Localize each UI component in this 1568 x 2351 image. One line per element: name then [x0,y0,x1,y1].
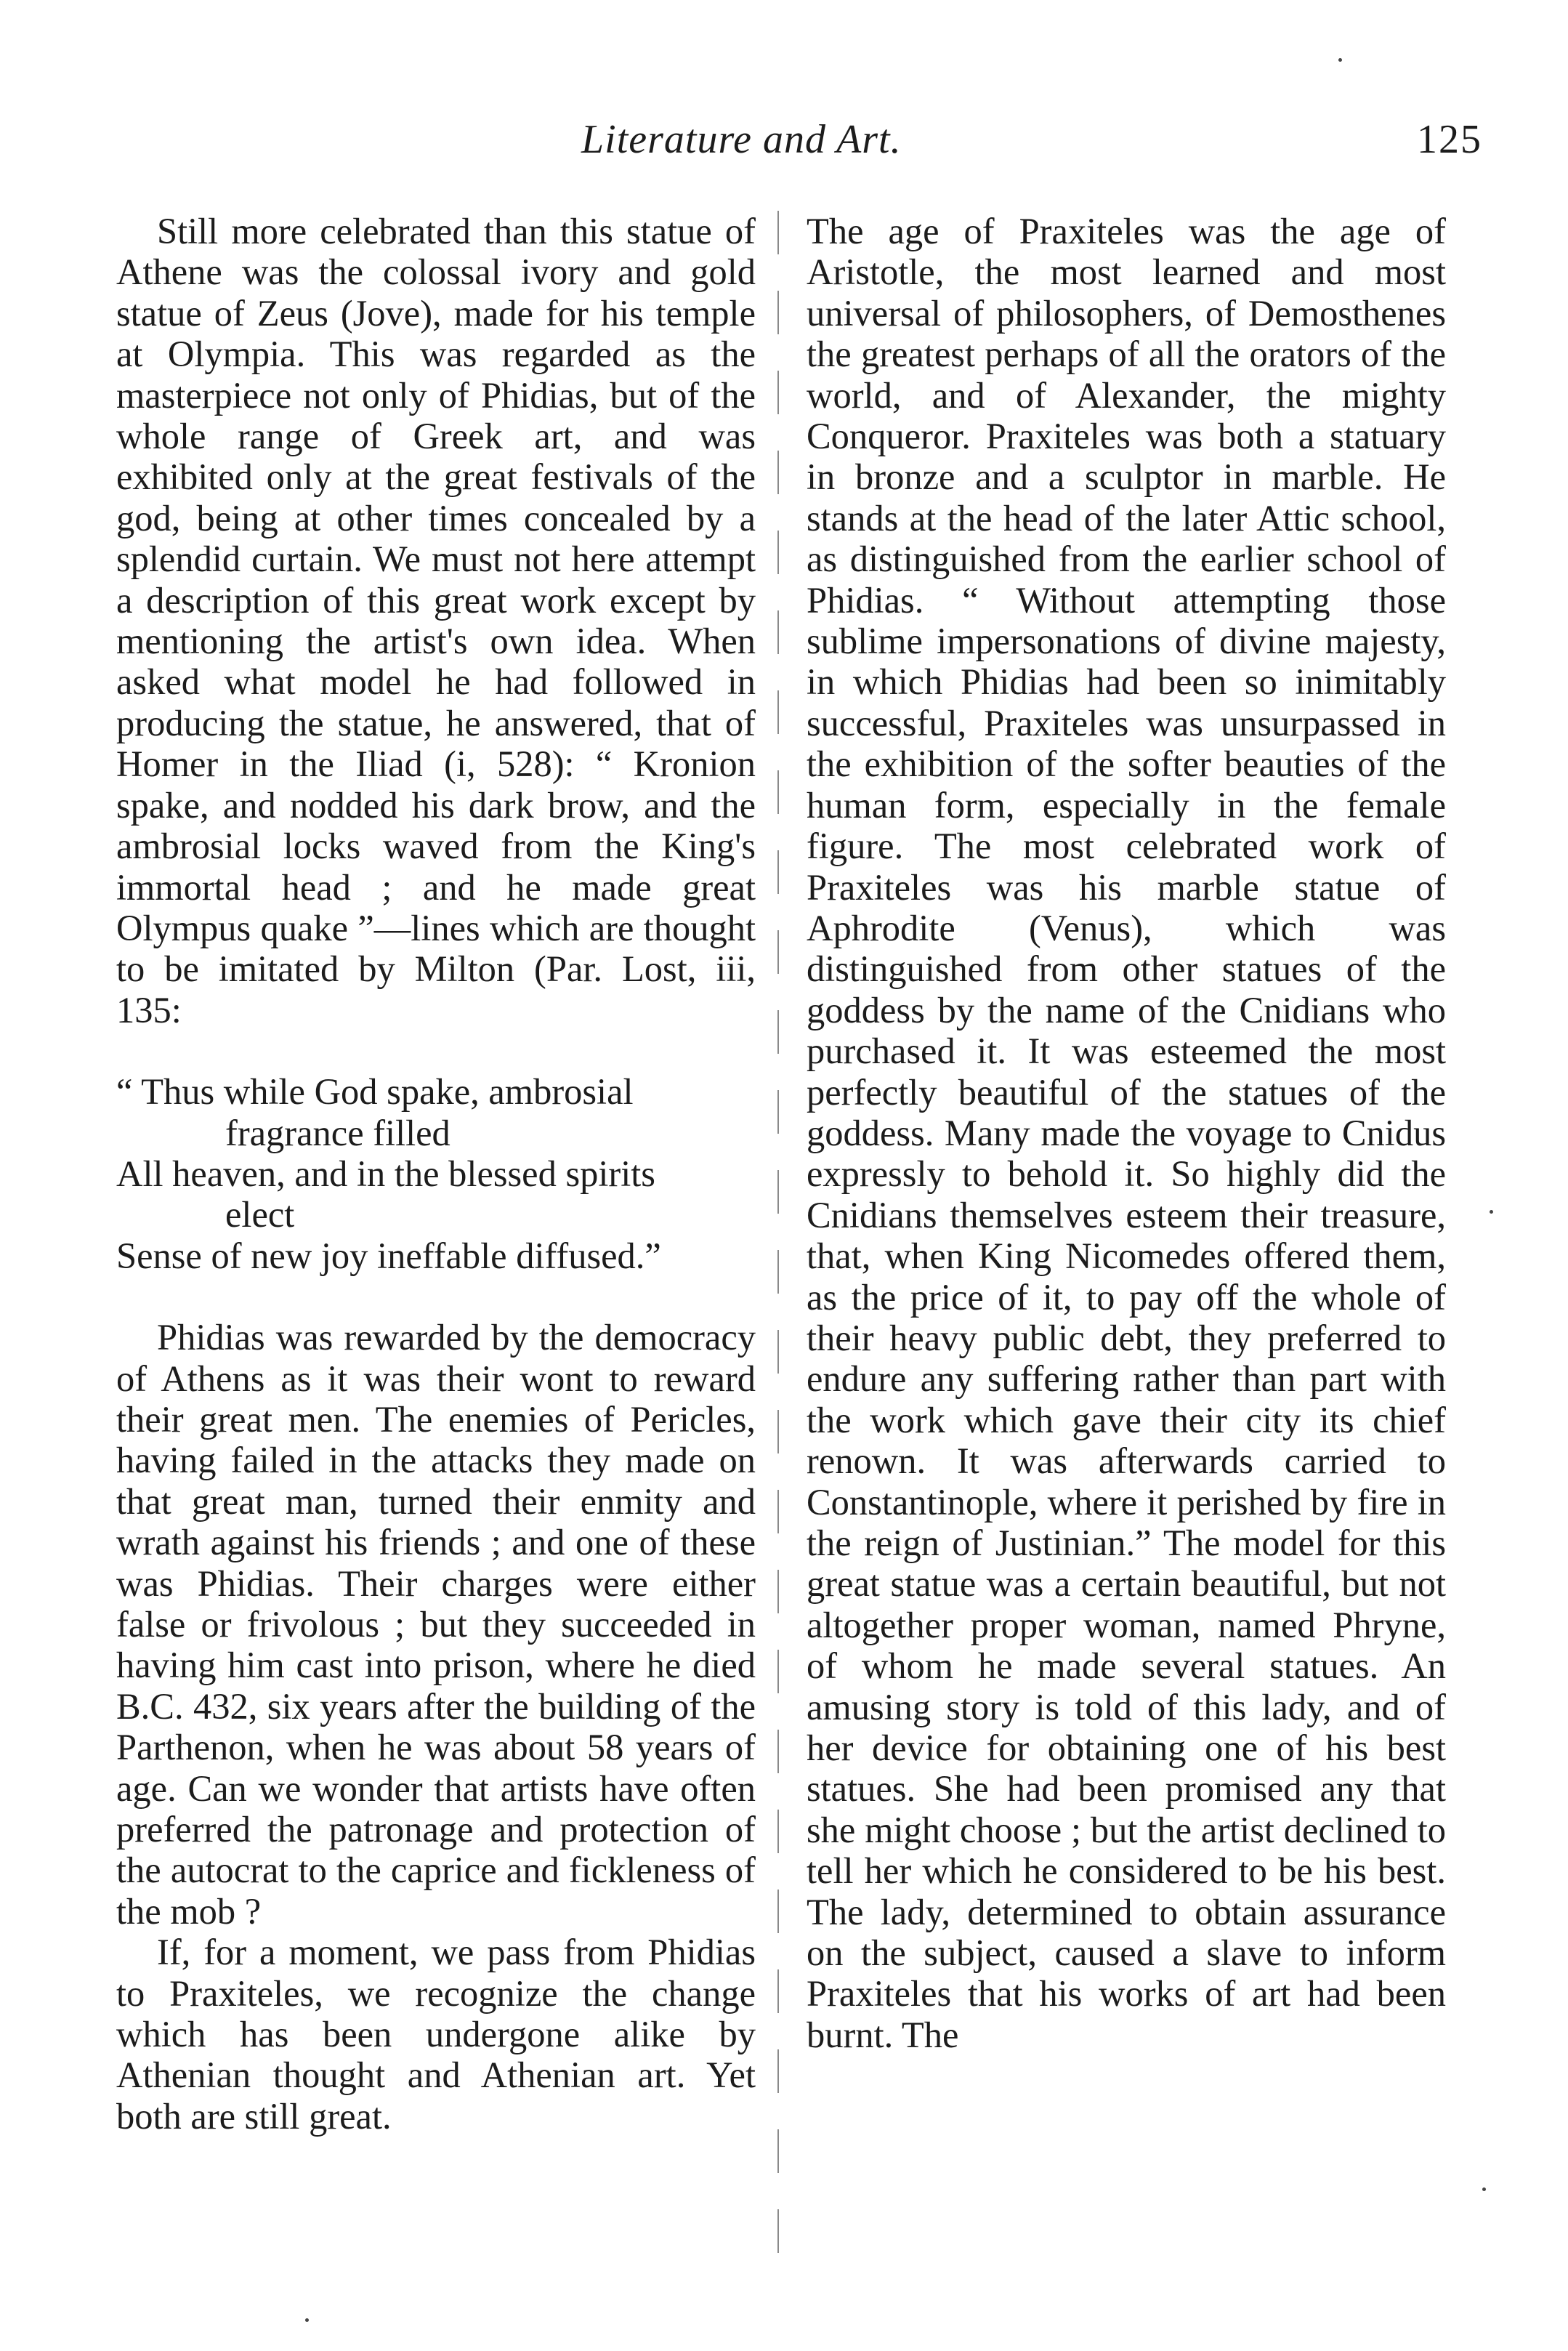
right-column [807,211,1446,2055]
paragraph-zeus-statue: Still more celebrated than this statue of Athene was the colossal ivory and gold statue of Zeus (Jove), made for his temple at Olympia. This was regarded as the masterpiece not only of Phidias, but of the whole range of Greek art, and was exhibited only at the great festivals of the god, being at other times concealed by a splendid curtain. We must not here attempt a description of this great work except by mentioning the artist's own idea. When asked what model he had followed in producing the statue, he answered, that of Homer in the Iliad (i, 528): “ Kronion spake, and nodded his dark brow, and the ambrosial locks waved from the King's immortal head ; and he made great Olympus quake ”—lines which are thought to be imitated by Milton (Par. Lost, iii, 135: [116,211,756,1031]
page-number: 125 [1417,117,1482,162]
quote-line-continuation: fragrance filled [225,1112,450,1153]
paragraph-phidias-rewarded: Phidias was rewarded by the democracy of Athens as it was their wont to reward their great men. The enemies of Pericles, having failed in the attacks they made on that great man, turned their enmity and wrath against his friends ; and one of these was Phidias. Their charges were either false or frivolous ; but they succeeded in having him cast into prison, where he died B.C. 432, six years after the building of the Parthenon, when he was about 58 years of age. Can we wonder that artists have often preferred the patronage and protection of the autocrat to the caprice and fickleness of the mob ? [116,1317,756,1932]
left-column [116,211,756,2137]
print-speck [305,2318,309,2322]
paragraph-age-of-praxiteles: The age of Praxiteles was the age of Aristotle, the most learned and most universal of philosophers, of Demosthenes the greatest perhaps of all the orators of the world, and of Alexander, the mighty Conqueror. Praxiteles was both a statuary in bronze and a sculptor in marble. He stands at the head of the later Attic school, as distinguished from the earlier school of Phidias. “ Without attempting those sublime impersonations of divine majesty, in which Phidias had been so inimitably successful, Praxiteles was unsurpassed in the exhibition of the softer beauties of the human form, especially in the female figure. The most celebrated work of Praxiteles was his marble statue of Aphrodite (Venus), which was distinguished from other statues of the goddess by the name of the Cnidians who purchased it. It was esteemed the most perfectly beautiful of the statues of the goddess. Many made the voyage to Cnidus expressly to behold it. So highly did the Cnidians themselves esteem their treasure, that, when King Nicomedes offered them, as the price of it, to pay off the whole of their heavy public debt, they preferred to endure any suffering rather than part with the work which gave their city its chief renown. It was afterwards carried to Constantinople, where it perished by fire in the reign of Justinian.” The model for this great statue was a certain beautiful, but not altogether proper woman, named Phryne, of whom he made several statues. An amusing story is told of this lady, and of her device for obtaining one of his best statues. She had been promised any that she might choose ; but the artist declined to tell her which he considered to be his best. The lady, determined to obtain assurance on the subject, caused a slave to inform Praxiteles that his works of art had been burnt. The [807,211,1446,2055]
quote-line: “ Thus while God spake, ambrosial [116,1071,634,1113]
print-speck [1482,2187,1486,2191]
quote-line: Sense of new joy ineffable diffused.” [116,1235,661,1276]
milton-quotation [116,1071,756,1276]
quote-line: All heaven, and in the blessed spirits [116,1153,655,1194]
running-title: Literature and Art. [581,117,902,162]
paragraph-praxiteles-intro: If, for a moment, we pass from Phidias to Praxiteles, we recognize the change which has been undergone alike by Athenian thought and Athenian art. Yet both are still great. [116,1932,756,2137]
print-speck [1490,1210,1493,1214]
column-divider [777,211,779,2275]
print-speck [1338,58,1342,62]
quote-line-continuation: elect [225,1194,295,1235]
